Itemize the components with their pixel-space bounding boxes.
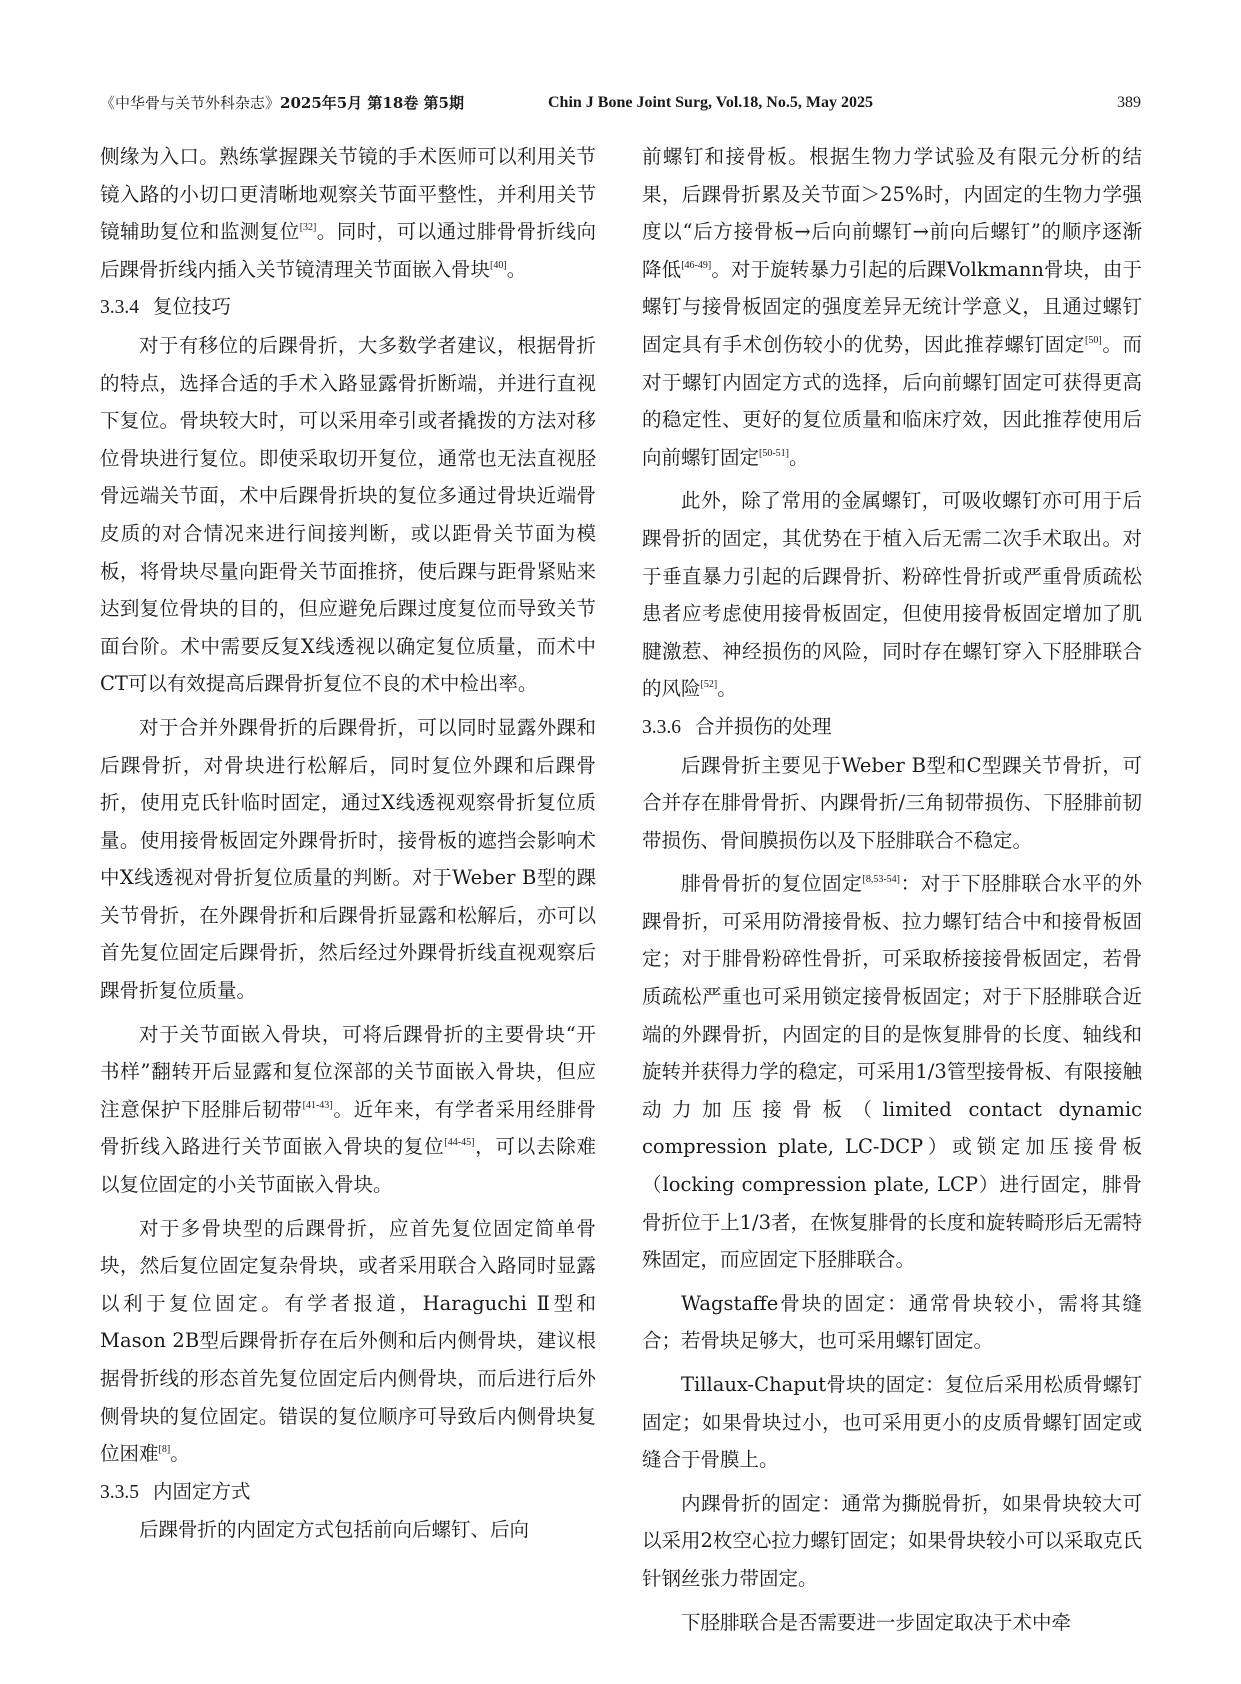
citation-ref: [8,53-54] bbox=[862, 874, 900, 886]
citation-ref: [50-51] bbox=[759, 447, 790, 459]
section-heading bbox=[642, 708, 1142, 747]
paragraph bbox=[100, 709, 596, 1010]
paragraph bbox=[642, 865, 1142, 1279]
citation-ref: [41-43] bbox=[302, 1099, 333, 1111]
paragraph bbox=[642, 138, 1142, 476]
paragraph-text: ，可以去除难以复位固定的小关节面嵌入骨块。 bbox=[100, 1135, 596, 1197]
paragraph bbox=[642, 1604, 1142, 1642]
section-number: 3.3.4 bbox=[100, 297, 139, 319]
section-number: 3.3.6 bbox=[642, 716, 681, 738]
citation-ref: [46-49] bbox=[681, 259, 712, 271]
section-number: 3.3.5 bbox=[100, 1481, 139, 1503]
citation-ref: [52] bbox=[700, 679, 718, 691]
paragraph bbox=[100, 1016, 596, 1204]
citation-ref: [8] bbox=[158, 1444, 171, 1456]
paragraph-text: 对于多骨块型的后踝骨折，应首先复位固定简单骨块，然后复位固定复杂骨块，或者采用联合入路同时显露以利于复位固定。有学者报道，Haraguchi Ⅱ型和Mason 2B型后踝骨折存在后外侧和后内侧骨块，建议根据骨折线的形态首先复位固定后内侧骨块，而后进行后外侧骨块的复位固定。错误的复位顺序可导致后内侧骨块复位困难 bbox=[100, 1216, 596, 1466]
paragraph-text: 。近年来，有学者采用经腓骨骨折线入路进行关节面嵌入骨块的复位 bbox=[100, 1097, 596, 1159]
paragraph-text: 。 bbox=[789, 445, 809, 469]
paragraph bbox=[642, 482, 1142, 708]
paragraph-text: 对于有移位的后踝骨折，大多数学者建议，根据骨折的特点，选择合适的手术入路显露骨折断端，并进行直视下复位。骨块较大时，可以采用牵引或者撬拨的方法对移位骨块进行复位。即使采取切开复位，通常也无法直视胫骨远端关节面，术中后踝骨折块的复位多通过骨块近端骨皮质的对合情况来进行间接判断，或以距骨关节面为模板，将骨块尽量向距骨关节面推挤，使后踝与距骨紧贴来达到复位骨块的目的，但应避免后踝过度复位而导致关节面台阶。术中需要反复X线透视以确定复位质量，而术中CT可以有效提高后踝骨折复位不良的术中检出率。 bbox=[100, 333, 596, 696]
paragraph-text: 对于关节面嵌入骨块，可将后踝骨折的主要骨块“开书样”翻转开后显露和复位深部的关节面嵌入骨块，但应注意保护下胫腓后韧带 bbox=[100, 1022, 596, 1121]
paragraph-text: 。而对于螺钉内固定方式的选择，后向前螺钉固定可获得更高的稳定性、更好的复位质量和临床疗效，因此推荐使用后向前螺钉固定 bbox=[642, 332, 1142, 469]
paragraph-text: 。 bbox=[717, 677, 737, 701]
paragraph bbox=[642, 1285, 1142, 1360]
paragraph-text: 。 bbox=[170, 1442, 190, 1466]
paragraph-text: 对于合并外踝骨折的后踝骨折，可以同时显露外踝和后踝骨折，对骨块进行松解后，同时复位外踝和后踝骨折，使用克氏针临时固定，通过X线透视观察骨折复位质量。使用接骨板固定外踝骨折时，接骨板的遮挡会影响术中X线透视对骨折复位质量的判断。对于Weber B型的踝关节骨折，在外踝骨折和后踝骨折显露和松解后，亦可以首先复位固定后踝骨折，然后经过外踝骨折线直视观察后踝骨折复位质量。 bbox=[100, 715, 596, 1003]
paragraph bbox=[100, 1210, 596, 1473]
right-column bbox=[642, 138, 1142, 1641]
paragraph-text: 下胫腓联合是否需要进一步固定取决于术中牵 bbox=[681, 1610, 1072, 1634]
paragraph-text: 腓骨骨折的复位固定 bbox=[681, 872, 863, 896]
paragraph-text: 。 bbox=[506, 257, 527, 281]
paragraph bbox=[642, 1366, 1142, 1479]
citation-ref: [50] bbox=[1085, 334, 1102, 346]
citation-ref: [40] bbox=[490, 259, 507, 271]
citation-ref: [32] bbox=[299, 222, 317, 234]
section-title: 内固定方式 bbox=[153, 1479, 251, 1503]
journal-title-cn bbox=[100, 92, 464, 114]
paragraph-text: 此外，除了常用的金属螺钉，可吸收螺钉亦可用于后踝骨折的固定，其优势在于植入后无需二次手术取出。对于垂直暴力引起的后踝骨折、粉碎性骨折或严重骨质疏松患者应考虑使用接骨板固定，但使用接骨板固定增加了肌腱激惹、神经损伤的风险，同时存在螺钉穿入下胫腓联合的风险 bbox=[642, 489, 1142, 701]
paragraph-text: 侧缘为入口。熟练掌握踝关节镜的手术医师可以利用关节镜入路的小切口更清晰地观察关节面平整性，并利用关节镜辅助复位和监测复位 bbox=[100, 145, 596, 244]
running-header bbox=[100, 92, 1141, 122]
paragraph-text: Wagstaffe骨块的固定：通常骨块较小，需将其缝合；若骨块足够大，也可采用螺钉固定。 bbox=[642, 1291, 1142, 1353]
left-column bbox=[100, 138, 596, 1549]
section-title: 复位技巧 bbox=[153, 295, 232, 319]
journal-title-en: Chin J Bone Joint Surg, Vol.18, No.5, May 2025 bbox=[548, 94, 873, 111]
paragraph-text: 。对于旋转暴力引起的后踝Volkmann骨块，由于螺钉与接骨板固定的强度差异无统计学意义，且通过螺钉固定具有手术创伤较小的优势，因此推荐螺钉固定 bbox=[642, 257, 1142, 356]
paragraph-text: 前螺钉和接骨板。根据生物力学试验及有限元分析的结果，后踝骨折累及关节面＞25%时，内固定的生物力学强度以“后方接骨板→后向前螺钉→前向后螺钉”的顺序逐渐降低 bbox=[642, 145, 1142, 281]
paragraph bbox=[642, 1485, 1142, 1598]
paragraph bbox=[642, 747, 1142, 860]
paragraph-text: 内踝骨折的固定：通常为撕脱骨折，如果骨块较大可以采用2枚空心拉力螺钉固定；如果骨块较小可以采取克氏针钢丝张力带固定。 bbox=[642, 1491, 1142, 1590]
paragraph bbox=[100, 1511, 596, 1549]
paragraph-text: 后踝骨折的内固定方式包括前向后螺钉、后向 bbox=[139, 1518, 530, 1542]
paragraph-text: 后踝骨折主要见于Weber B型和C型踝关节骨折，可合并存在腓骨骨折、内踝骨折/三角韧带损伤、下胫腓前韧带损伤、骨间膜损伤以及下胫腓联合不稳定。 bbox=[642, 753, 1142, 852]
section-heading bbox=[100, 288, 596, 327]
paragraph bbox=[100, 327, 596, 703]
paragraph-text: ：对于下胫腓联合水平的外踝骨折，可采用防滑接骨板、拉力螺钉结合中和接骨板固定；对于腓骨粉碎性骨折，可采取桥接接骨板固定，若骨质疏松严重也可采用锁定接骨板固定；对于下胫腓联合近端的外踝骨折，内固定的目的是恢复腓骨的长度、轴线和旋转并获得力学的稳定，可采用1/3管型接骨板、有限接触动力加压接骨板（limited contact dynamic compression plate, LC-DCP）或锁定加压接骨板（locking compression plate, LCP）进行固定，腓骨骨折位于上1/3者，在恢复腓骨的长度和旋转畸形后无需特殊固定，而应固定下胫腓联合。 bbox=[642, 872, 1142, 1272]
paragraph-text: 。同时，可以通过腓骨骨折线向后踝骨折线内插入关节镜清理关节面嵌入骨块 bbox=[100, 220, 596, 281]
paragraph bbox=[100, 138, 596, 288]
page-number: 389 bbox=[1117, 94, 1141, 111]
section-heading bbox=[100, 1473, 596, 1512]
paragraph-text: Tillaux-Chaput骨块的固定：复位后采用松质骨螺钉固定；如果骨块过小，也可采用更小的皮质骨螺钉固定或缝合于骨膜上。 bbox=[642, 1373, 1142, 1472]
section-title: 合并损伤的处理 bbox=[695, 714, 832, 738]
journal-issue-cn: 2025年5月 第18卷 第5期 bbox=[280, 94, 464, 112]
journal-name-cn: 《中华骨与关节外科杂志》 bbox=[100, 94, 281, 112]
citation-ref: [44-45] bbox=[444, 1137, 475, 1149]
